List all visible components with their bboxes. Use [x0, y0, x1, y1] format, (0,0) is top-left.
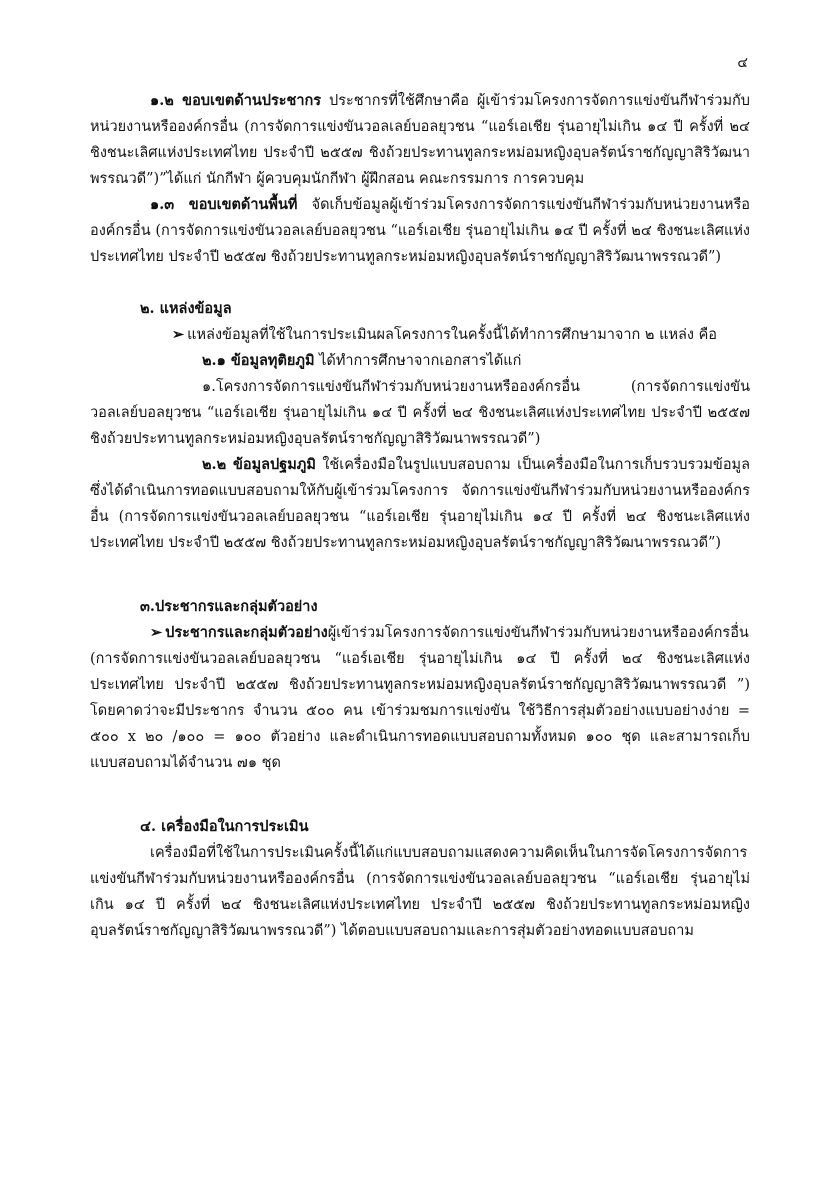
arrow-bullet-icon: ➢	[172, 326, 185, 343]
subheading-secondary-data: ๒.๑ ข้อมูลทุติยภูมิ	[202, 352, 315, 369]
secondary-data-text: ได้ทำการศึกษาจากเอกสารได้แก่	[314, 353, 522, 369]
document-body	[90, 88, 750, 944]
secondary-data-item-text: ๑.โครงการจัดการแข่งขันกีฬาร่วมกับหน่วยงานหรือองค์กรอื่น (การจัดการแข่งขันวอลเลย์บอลยุวชน “แอร์เอเชีย รุ่นอายุไม่เกิน ๑๔ ปี ครั้งที่ ๒๔ ชิงชนะเลิศแห่งประเทศไทย ประจำปี ๒๕๕๗ ชิงถ้วยประทานทูลกระหม่อมหญิงอุบลรัตน์ราชกัญญาสิริวัฒนาพรรณวดี”)	[90, 379, 750, 447]
subheading-area-scope: ๑.๓ ขอบเขตด้านพื้นที่	[150, 196, 298, 213]
paragraph-population-sample	[90, 620, 750, 776]
paragraph-primary-data	[90, 452, 750, 556]
area-scope-text: จัดเก็บข้อมูลผู้เข้าร่วมโครงการจัดการแข่งขันกีฬาร่วมกับหน่วยงานหรือองค์กรอื่น (การจัดการแข่งขันวอลเลย์บอลยุวชน “แอร์เอเชีย รุ่นอายุไม่เกิน ๑๔ ปี ครั้งที่ ๒๔ ชิงชนะเลิศแห่งประเทศไทย ประจำปี ๒๕๕๗ ชิงถ้วยประทานทูลกระหม่อมหญิงอุบลรัตน์ราชกัญญาสิริวัฒนาพรรณวดี”)	[90, 197, 750, 265]
evaluation-tools-text: เครื่องมือที่ใช้ในการประเมินครั้งนี้ได้แก่แบบสอบถามแสดงความคิดเห็นในการจัดโครงการจัดการแข่งขันกีฬาร่วมกับหน่วยงานหรือองค์กรอื่น (การจัดการแข่งขันวอลเลย์บอลยุวชน “แอร์เอเชีย รุ่นอายุไม่เกิน ๑๔ ปี ครั้งที่ ๒๔ ชิงชนะเลิศแห่งประเทศไทย ประจำปี ๒๕๕๗ ชิงถ้วยประทานทูลกระหม่อมหญิงอุบลรัตน์ราชกัญญาสิริวัฒนาพรรณวดี”) ได้ตอบแบบสอบถามและการสุ่มตัวอย่างทอดแบบสอบถาม	[90, 845, 750, 939]
paragraph-secondary-data	[90, 348, 750, 374]
subheading-population-sample: ประชากรและกลุ่มตัวอย่าง	[165, 624, 328, 641]
population-sample-text: ผู้เข้าร่วมโครงการจัดการแข่งขันกีฬาร่วมกับหน่วยงานหรือองค์กรอื่น (การจัดการแข่งขันวอลเลย์บอลยุวชน “แอร์เอเชีย รุ่นอายุไม่เกิน ๑๔ ปี ครั้งที่ ๒๔ ชิงชนะเลิศแห่งประเทศไทย ประจำปี ๒๕๕๗ ชิงถ้วยประทานทูลกระหม่อมหญิงอุบลรัตน์ราชกัญญาสิริวัฒนาพรรณวดี ”) โดยคาดว่าจะมีประชากร จำนวน ๕๐๐ คน เข้าร่วมชมการแข่งขัน ใช้วิธีการสุ่มตัวอย่างแบบอย่างง่าย = ๕๐๐ x ๒๐ /๑๐๐ = ๑๐๐ ตัวอย่าง และดำเนินการทอดแบบสอบถามทั้งหมด ๑๐๐ ชุด และสามารถเก็บแบบสอบถามได้จำนวน ๗๑ ชุด	[90, 625, 750, 771]
population-scope-text: ประชากรที่ใช้ศึกษาคือ ผู้เข้าร่วมโครงการจัดการแข่งขันกีฬาร่วมกับหน่วยงานหรือองค์กรอื่น (การจัดการแข่งขันวอลเลย์บอลยุวชน “แอร์เอเชีย รุ่นอายุไม่เกิน ๑๔ ปี ครั้งที่ ๒๔ ชิงชนะเลิศแห่งประเทศไทย ประจำปี ๒๕๕๗ ชิงถ้วยประทานทูลกระหม่อมหญิงอุบลรัตน์ราชกัญญาสิริวัฒนาพรรณวดี”)”ได้แก่ นักกีฬา ผู้ควบคุมนักกีฬา ผู้ฝึกสอน คณะกรรมการ การควบคุม	[90, 93, 750, 187]
subheading-primary-data: ๒.๒ ข้อมูลปฐมภูมิ	[202, 456, 316, 473]
page-number: ๔	[737, 55, 748, 71]
paragraph-evaluation-tools	[90, 840, 750, 944]
paragraph-secondary-data-item	[90, 374, 750, 452]
paragraph-population-scope	[90, 88, 750, 192]
heading-evaluation-tools: ๔. เครื่องมือในการประเมิน	[140, 818, 309, 835]
primary-data-text: ใช้เครื่องมือในรูปแบบสอบถาม เป็นเครื่องมือในการเก็บรวบรวมข้อมูลซึ่งได้ดำเนินการทอดแบบสอบถามให้กับผู้เข้าร่วมโครงการ จัดการแข่งขันกีฬาร่วมกับหน่วยงานหรือองค์กรอื่น (การจัดการแข่งขันวอลเลย์บอลยุวชน “แอร์เอเชีย รุ่นอายุไม่เกิน ๑๔ ปี ครั้งที่ ๒๔ ชิงชนะเลิศแห่งประเทศไทย ประจำปี ๒๕๕๗ ชิงถ้วยประทานทูลกระหม่อมหญิงอุบลรัตน์ราชกัญญาสิริวัฒนาพรรณวดี”)	[90, 457, 750, 551]
paragraph-area-scope	[90, 192, 750, 270]
subheading-population-scope: ๑.๒ ขอบเขตด้านประชากร	[150, 92, 322, 109]
bullet-data-sources	[90, 322, 750, 348]
heading-data-sources: ๒. แหล่งข้อมูล	[140, 300, 232, 317]
heading-population-sample: ๓.ประชากรและกลุ่มตัวอย่าง	[140, 598, 318, 615]
data-sources-text: แหล่งข้อมูลที่ใช้ในการประเมินผลโครงการในครั้งนี้ได้ทำการศึกษามาจาก ๒ แหล่ง คือ	[187, 327, 717, 343]
arrow-bullet-icon: ➢	[150, 624, 163, 641]
